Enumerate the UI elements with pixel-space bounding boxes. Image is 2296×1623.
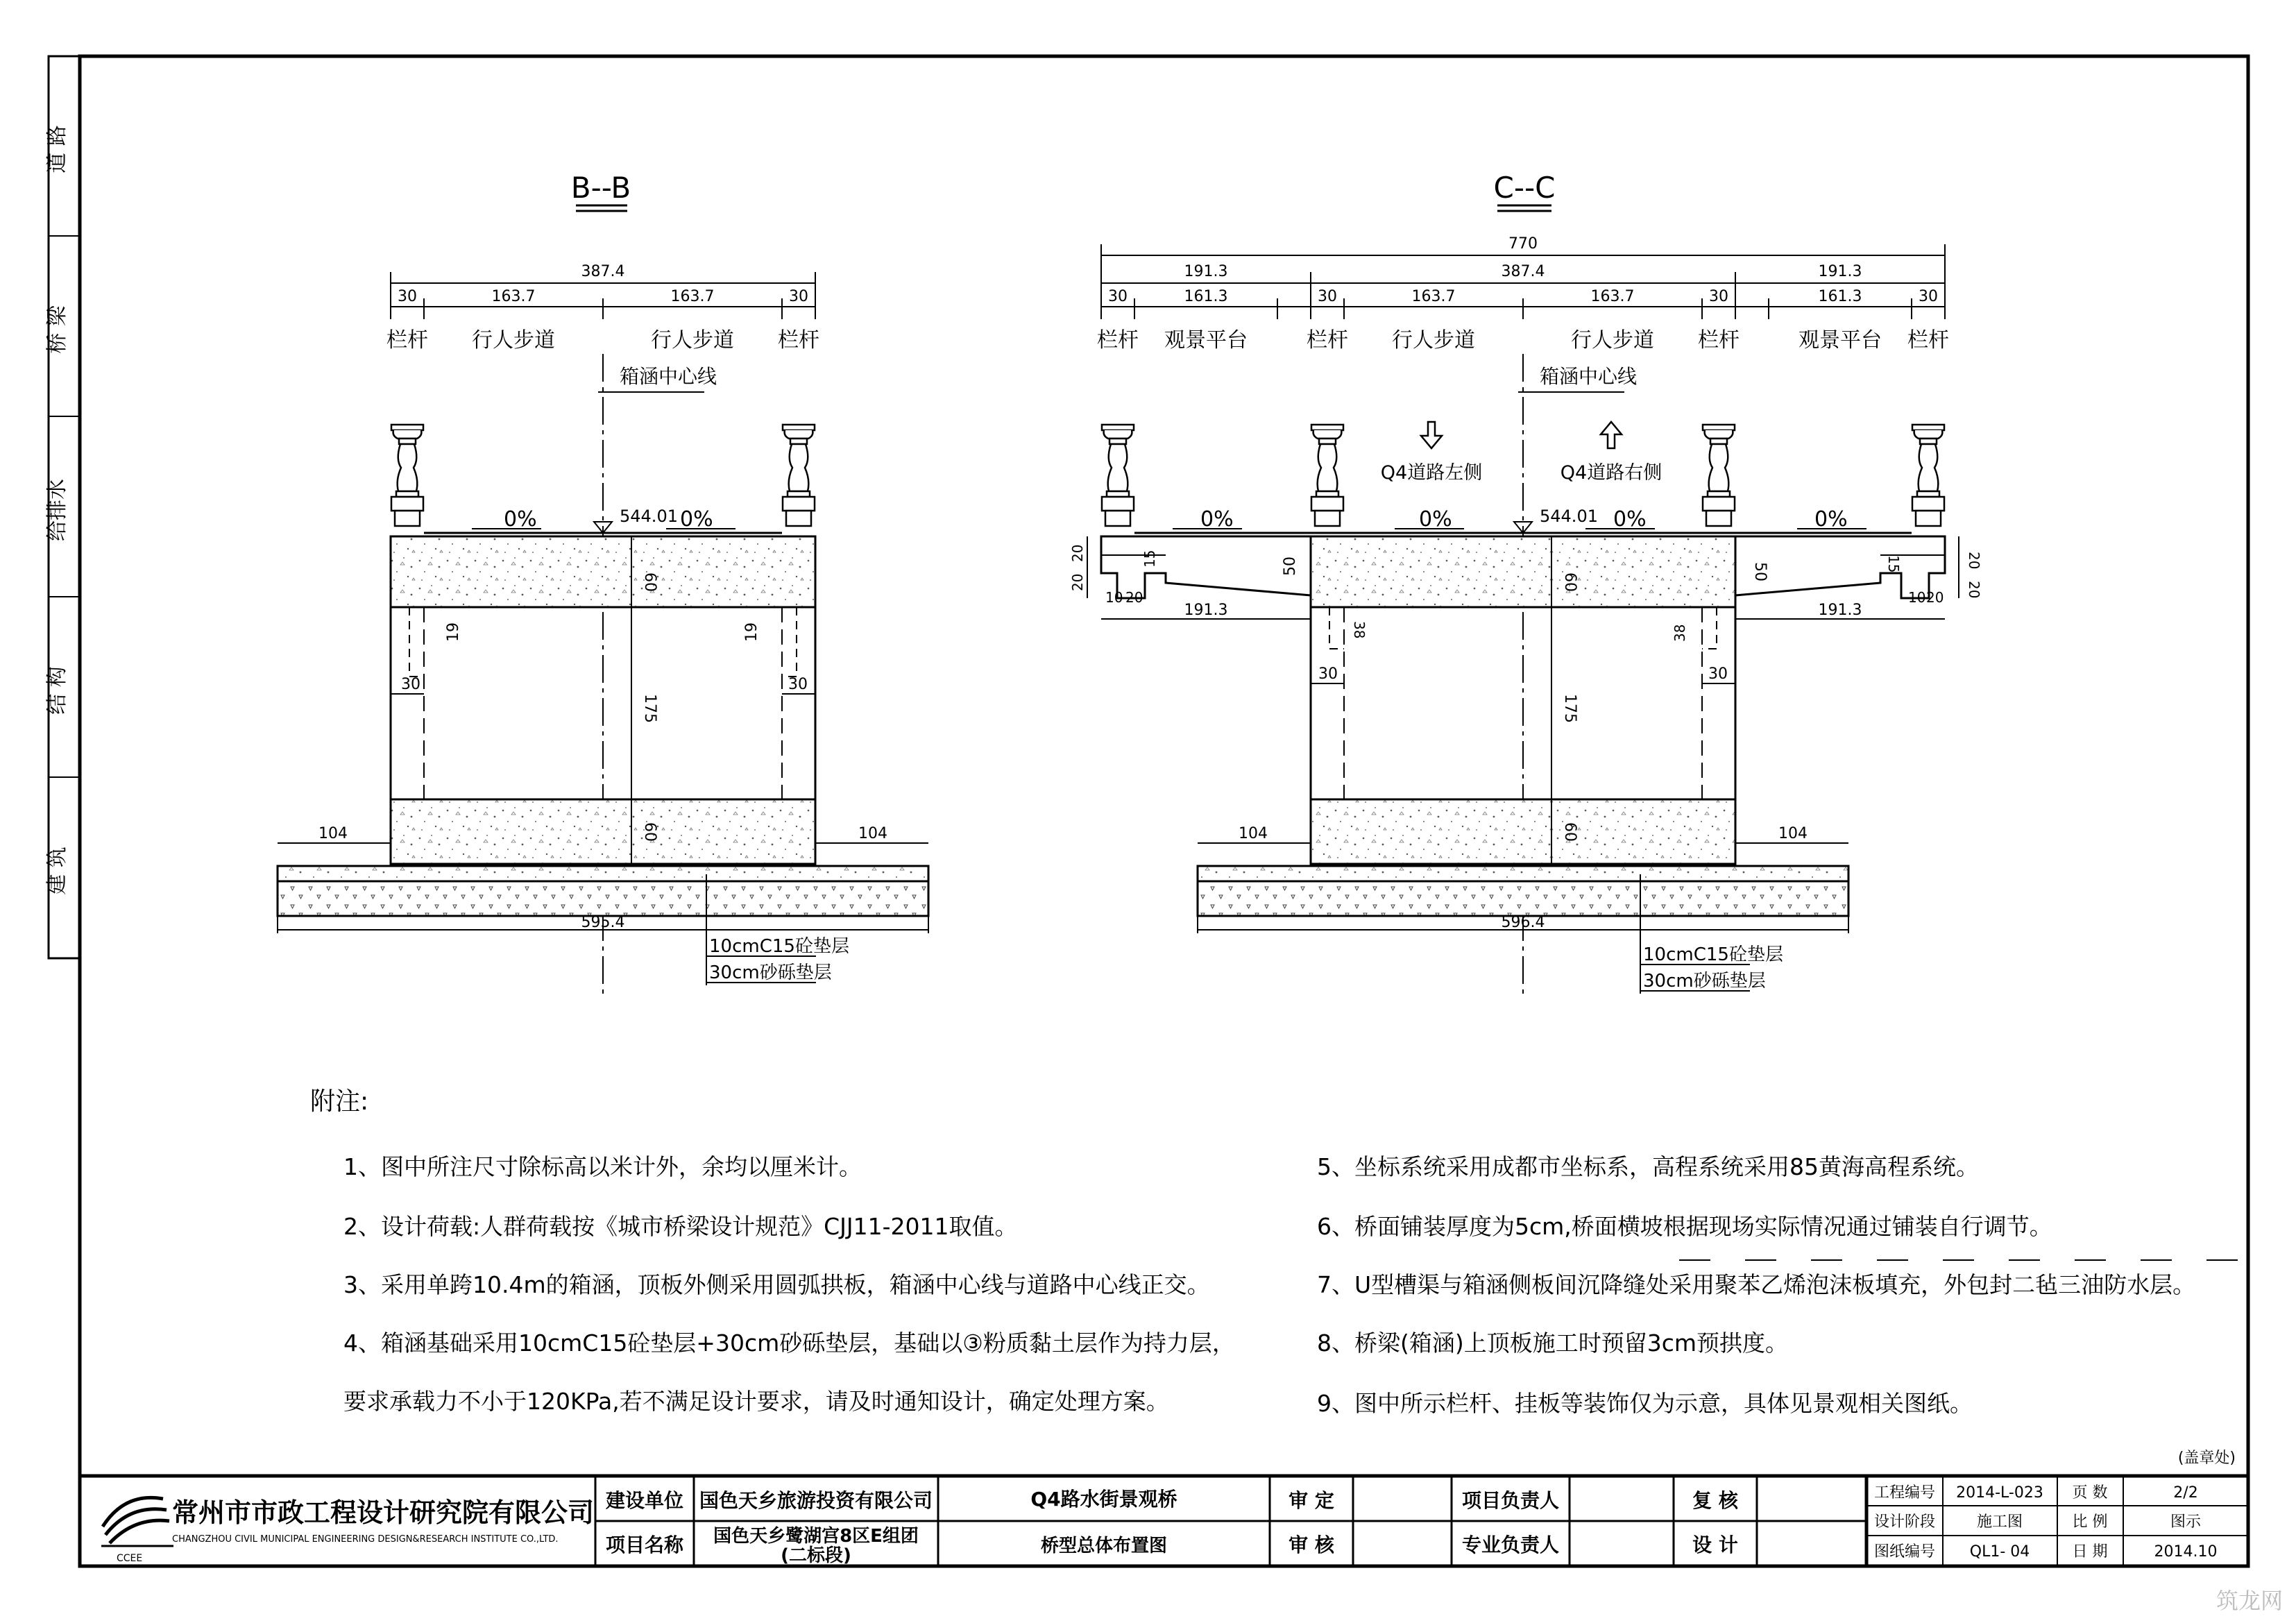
note-5: 5、坐标系统采用成都市坐标系，高程系统采用85黄海高程系统。 (1317, 1153, 1979, 1180)
scale: 图示 (2170, 1513, 2202, 1531)
bb-footing-right: 104 (858, 825, 887, 842)
cc-slope-1: 0% (1200, 507, 1234, 532)
cc-edge-right-a: 20 (1966, 552, 1982, 570)
cc-bottom-slab-dim: 60 (1561, 822, 1579, 842)
cc-layer2: 30cm砂砾垫层 (1643, 971, 1766, 992)
bb-haunch-right: 19 (743, 622, 760, 642)
bb-label-rail-right: 栏杆 (778, 328, 819, 352)
date: 2014.10 (2154, 1543, 2218, 1561)
stage: 施工图 (1976, 1513, 2023, 1531)
cc-edge-right-c: 15 (1885, 555, 1902, 573)
cc-edge-left-e: 20 (1125, 589, 1143, 606)
cc-cantilever-right-dim: 191.3 (1818, 602, 1862, 619)
cc-centerline-label: 箱涵中心线 (1540, 365, 1638, 388)
bb-gravel-layer (278, 881, 928, 916)
cc-cantilever-left-dim: 191.3 (1184, 602, 1228, 619)
note-9: 9、图中所示栏杆、挂板等装饰仅为示意，具体见景观相关图纸。 (1317, 1390, 1973, 1417)
strip-drainage: 给排水 (45, 479, 69, 541)
date-label: 日 期 (2072, 1543, 2108, 1561)
cc-label-0: 栏杆 (1097, 328, 1139, 352)
cc-title: C--C (1493, 171, 1556, 205)
bb-overall-dim: 387.4 (581, 263, 625, 280)
cc-label-5: 栏杆 (1698, 328, 1740, 352)
strip-road: 道 路 (45, 125, 69, 173)
note-7: 7、U型槽渠与箱涵侧板间沉降缝处采用聚苯乙烯泡沫板填充，外包封二毡三油防水层。 (1317, 1271, 2196, 1298)
bb-slope-right: 0% (680, 507, 713, 532)
cc-mid-dim-center: 387.4 (1501, 263, 1545, 280)
bb-top-slab (391, 536, 815, 607)
bb-bottom-slab (391, 799, 815, 864)
cc-road-left: Q4道路左侧 (1380, 462, 1483, 484)
cc-label-7: 栏杆 (1907, 328, 1949, 352)
note-1: 1、图中所注尺寸除标高以米计外，余均以厘米计。 (343, 1153, 862, 1180)
logo-text: CCEE (117, 1553, 143, 1564)
cc-bottom-slab (1311, 799, 1735, 864)
project-name-2: (二标段) (781, 1545, 851, 1566)
cc-top-slab-dim: 60 (1561, 572, 1579, 592)
cc-cant-depth-right: 50 (1751, 562, 1769, 581)
cc-label-3: 行人步道 (1392, 328, 1475, 352)
cc-dim-7: 30 (1919, 288, 1938, 305)
company-name-en: CHANGZHOU CIVIL MUNICIPAL ENGINEERING DESIGN&RESEARCH INSTITUTE CO.,LTD. (172, 1534, 559, 1545)
cc-label-1: 观景平台 (1164, 328, 1248, 352)
build-unit-label: 建设单位 (605, 1489, 684, 1512)
bb-haunch-w-left: 30 (401, 676, 420, 693)
bb-layer2: 30cm砂砾垫层 (709, 962, 832, 983)
cc-cant-depth-left: 50 (1282, 556, 1299, 576)
dwg-no-label: 图纸编号 (1873, 1543, 1936, 1561)
cc-footing-right: 104 (1778, 825, 1808, 842)
pm-label: 项目负责人 (1461, 1489, 1560, 1512)
note-4-cont: 要求承载力不小于120KPa,若不满足设计要求，请及时通知设计，确定处理方案。 (343, 1388, 1169, 1415)
cc-edge-right-b: 20 (1966, 581, 1982, 599)
cc-edge-right-d: 10 (1908, 589, 1926, 606)
approve-label: 审 定 (1289, 1489, 1334, 1512)
bb-c15-layer (278, 866, 928, 881)
bb-slope-left: 0% (504, 507, 537, 532)
bb-label-walk-right: 行人步道 (651, 328, 734, 352)
proj-no: 2014-L-023 (1956, 1484, 2043, 1502)
cc-top-slab (1311, 536, 1735, 607)
pro-label: 专业负责人 (1461, 1533, 1560, 1556)
bb-base-width: 595.4 (581, 914, 625, 931)
cc-baluster-1 (1102, 425, 1134, 526)
bb-title: B--B (570, 171, 631, 205)
cc-mid-dim-right: 191.3 (1818, 263, 1862, 280)
cc-haunch-w-right: 30 (1708, 665, 1728, 683)
watermark: 筑龙网 (2216, 1588, 2283, 1614)
cc-slope-4: 0% (1814, 507, 1848, 532)
cc-arrow-down-icon (1421, 422, 1442, 448)
cc-dim-6: 161.3 (1818, 288, 1862, 305)
scale-label: 比 例 (2072, 1513, 2108, 1531)
cc-haunch-w-left: 30 (1318, 665, 1338, 683)
cc-footing-left: 104 (1239, 825, 1268, 842)
note-6: 6、桥面铺装厚度为5cm,桥面横坡根据现场实际情况通过铺装自行调节。 (1317, 1213, 2052, 1240)
strip-bridge: 桥 梁 (45, 305, 69, 354)
cc-layer1: 10cmC15砼垫层 (1643, 944, 1783, 965)
bb-baluster-right (783, 425, 815, 526)
cc-label-6: 观景平台 (1798, 328, 1882, 352)
cc-dim-2: 30 (1318, 288, 1337, 305)
cc-haunch-left: 38 (1351, 621, 1368, 639)
project-name-label: 项目名称 (605, 1533, 684, 1556)
cc-label-2: 栏杆 (1307, 328, 1348, 352)
note-4: 4、箱涵基础采用10cmC15砼垫层+30cm砂砾垫层，基础以③粉质黏土层作为持力层， (343, 1329, 1235, 1357)
bb-bottom-slab-dim: 60 (641, 822, 658, 842)
cc-slope-3: 0% (1613, 507, 1647, 532)
bb-haunch-w-right: 30 (788, 676, 808, 693)
notes-heading: 附注: (310, 1087, 369, 1116)
cc-dim-4: 163.7 (1590, 288, 1635, 305)
cc-dim-5: 30 (1709, 288, 1728, 305)
check-label: 复 核 (1692, 1489, 1738, 1512)
bb-dim-walk-left: 163.7 (491, 288, 536, 305)
dwg-no: QL1- 04 (1969, 1543, 2030, 1561)
cc-edge-right-e: 20 (1926, 589, 1944, 606)
section-cc (1069, 171, 1982, 999)
page-label: 页 数 (2072, 1484, 2108, 1502)
cc-edge-left-c: 15 (1141, 550, 1158, 568)
bb-wall-height-dim: 175 (641, 694, 658, 723)
drawing-subtitle: 桥型总体布置图 (1040, 1536, 1168, 1556)
cc-base-width: 596.4 (1501, 914, 1545, 931)
cc-dim-1: 161.3 (1184, 288, 1228, 305)
cc-baluster-2 (1311, 425, 1343, 526)
cc-gravel-layer (1198, 881, 1848, 916)
note-3: 3、采用单跨10.4m的箱涵，顶板外侧采用圆弧拱板，箱涵中心线与道路中心线正交。 (343, 1271, 1210, 1298)
cc-mid-dim-left: 191.3 (1184, 263, 1228, 280)
drawing-title: Q4路水街景观桥 (1030, 1488, 1177, 1511)
bb-label-walk-left: 行人步道 (472, 328, 555, 352)
project-name-1: 国色天乡鹭湖宫8区E组团 (713, 1526, 919, 1547)
proj-no-label: 工程编号 (1873, 1484, 1936, 1502)
note-2: 2、设计荷载:人群荷载按《城市桥梁设计规范》CJJ11-2011取值。 (343, 1213, 1018, 1240)
section-bb (278, 171, 928, 999)
stage-label: 设计阶段 (1873, 1513, 1936, 1531)
bb-layer1: 10cmC15砼垫层 (709, 936, 849, 957)
cc-edge-left-a: 20 (1069, 544, 1086, 562)
bb-dim-walk-right: 163.7 (670, 288, 715, 305)
bb-top-slab-dim: 60 (641, 572, 658, 592)
cc-edge-left-d: 10 (1105, 589, 1123, 606)
note-8: 8、桥梁(箱涵)上顶板施工时预留3cm预拱度。 (1317, 1329, 1789, 1357)
cc-arrow-up-icon (1601, 422, 1622, 448)
build-unit: 国色天乡旅游投资有限公司 (699, 1489, 933, 1512)
cc-dim-3: 163.7 (1411, 288, 1456, 305)
cc-wall-height-dim: 175 (1561, 694, 1579, 723)
strip-architecture: 建 筑 (45, 847, 69, 895)
strip-structure: 结 构 (45, 666, 69, 715)
cc-dim-0: 30 (1108, 288, 1128, 305)
bb-centerline-label: 箱涵中心线 (620, 365, 717, 388)
cc-haunch-right: 38 (1672, 624, 1688, 642)
design-label: 设 计 (1692, 1533, 1738, 1556)
cc-baluster-3 (1703, 425, 1735, 526)
company-name-cn: 常州市市政工程设计研究院有限公司 (172, 1497, 595, 1528)
bb-baluster-left (391, 425, 423, 526)
stamp-label: (盖章处) (2177, 1450, 2236, 1467)
bb-footing-left: 104 (318, 825, 348, 842)
title-block (80, 1476, 2248, 1566)
bb-dim-rail-right: 30 (789, 288, 808, 305)
cc-overall-dim: 770 (1508, 235, 1538, 253)
bb-label-rail-left: 栏杆 (386, 328, 428, 352)
bb-dim-rail-left: 30 (398, 288, 417, 305)
cc-label-4: 行人步道 (1571, 328, 1654, 352)
cc-edge-left-b: 20 (1069, 573, 1086, 591)
review-label: 审 核 (1289, 1533, 1334, 1556)
cc-baluster-4 (1912, 425, 1944, 526)
bb-haunch-left: 19 (445, 622, 462, 642)
bb-elevation: 544.01 (620, 507, 678, 526)
cc-slope-2: 0% (1419, 507, 1452, 532)
page: 2/2 (2173, 1484, 2198, 1502)
cc-road-right: Q4道路右侧 (1560, 462, 1663, 484)
cc-elevation: 544.01 (1540, 507, 1598, 526)
cc-c15-layer (1198, 866, 1848, 881)
